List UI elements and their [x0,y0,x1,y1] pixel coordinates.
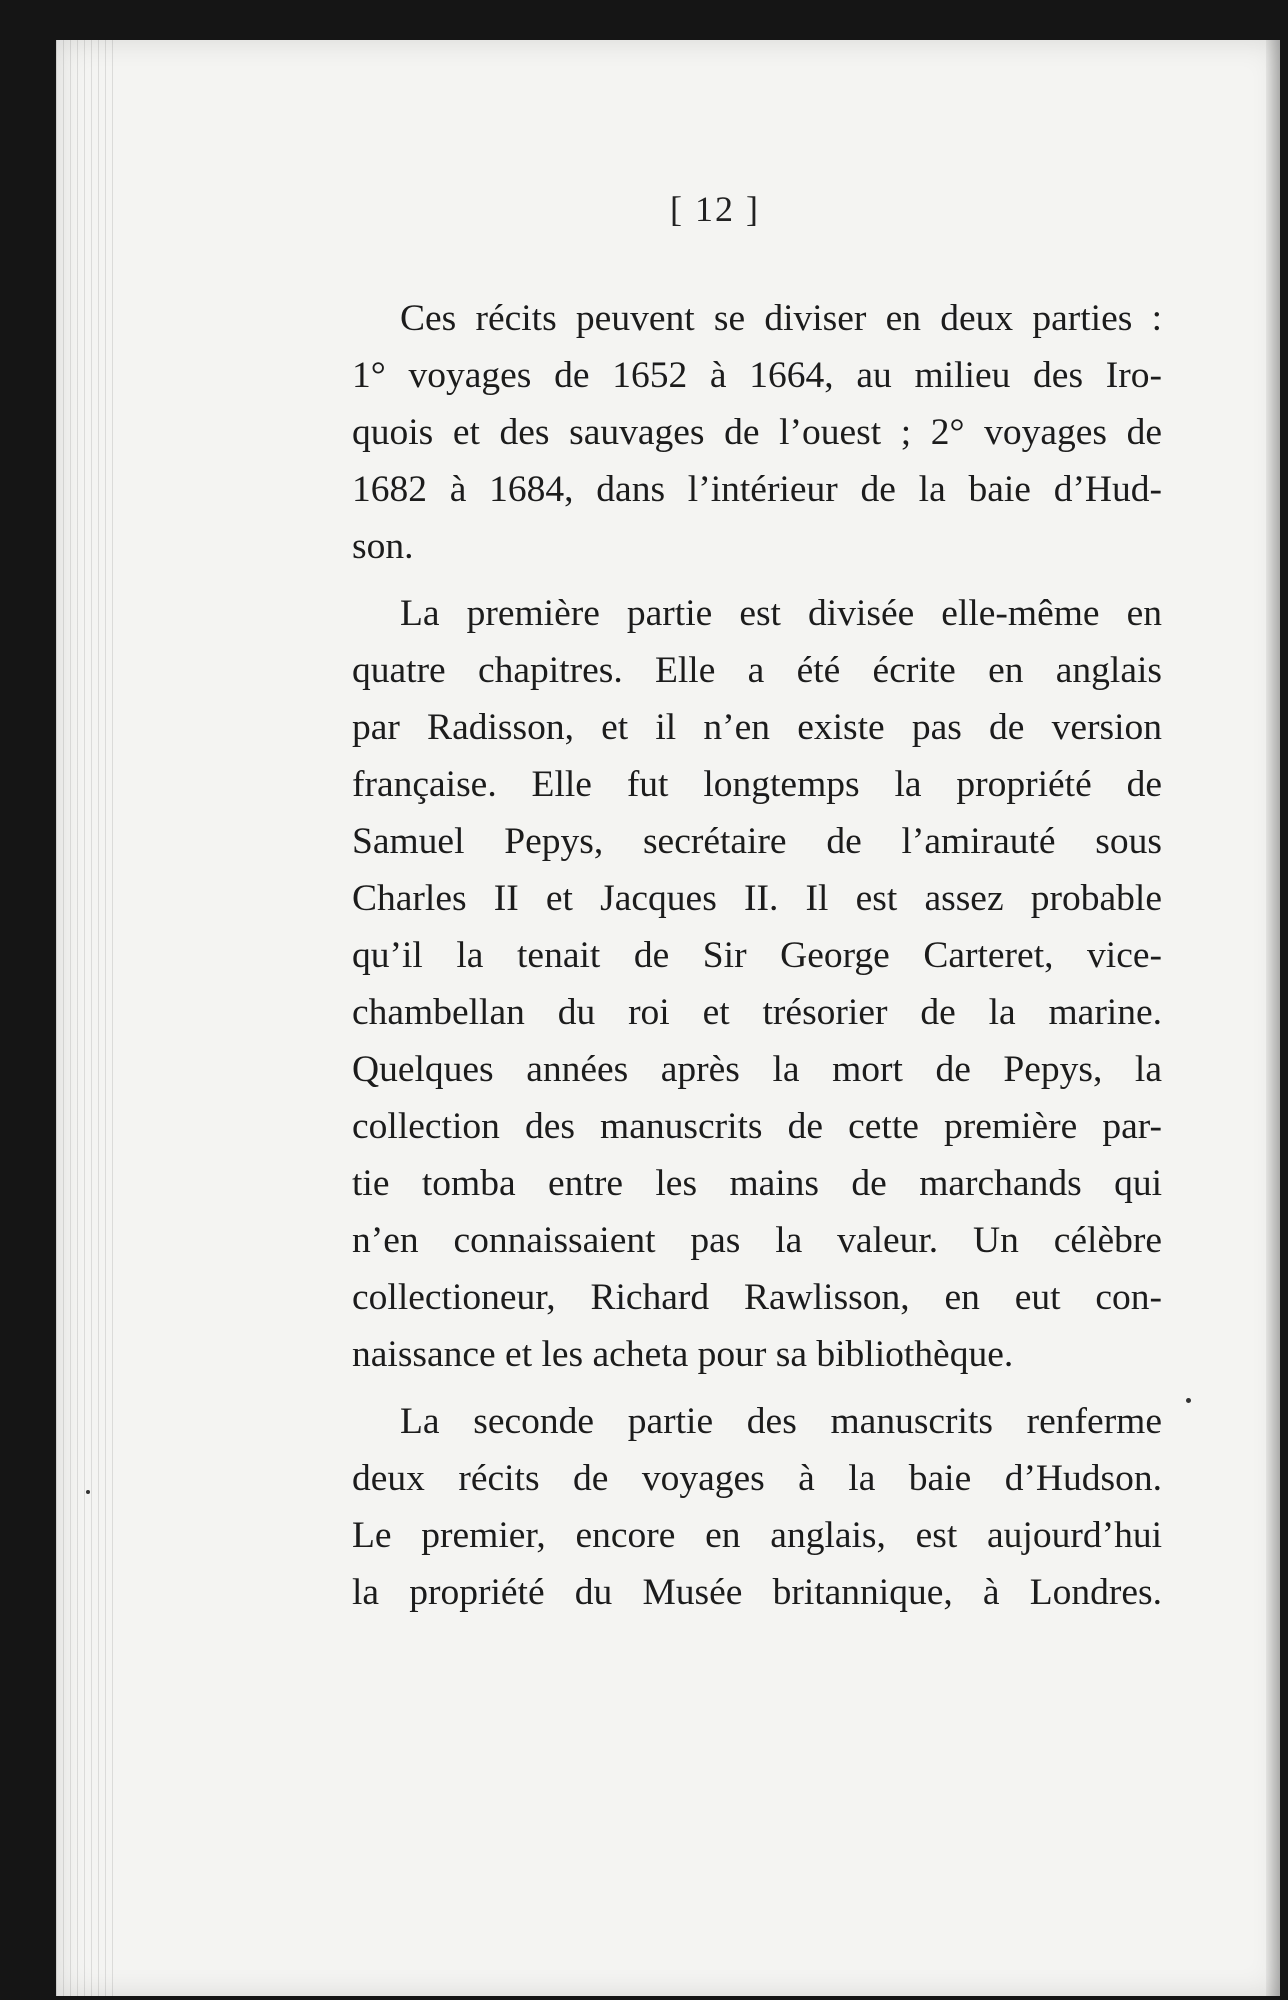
text-line: collection des manuscrits de cette première par- [352,1106,1162,1147]
text-line: son. [352,526,414,567]
text-line: La seconde partie des manuscrits renferme [400,1401,1162,1442]
paragraph-3 [352,1393,1162,1621]
text-line: 1° voyages de 1652 à 1664, au milieu des Iro- [352,355,1162,396]
text-line: Le premier, encore en anglais, est aujourd’hui [352,1515,1162,1556]
text-line: par Radisson, et il n’en existe pas de version [352,707,1162,748]
text-line: deux récits de voyages à la baie d’Hudson. [352,1458,1162,1499]
text-line: 1682 à 1684, dans l’intérieur de la baie d’Hud- [352,469,1162,510]
text-line: Ces récits peuvent se diviser en deux parties : [400,298,1162,339]
ink-speck [86,1490,90,1494]
text-line: Quelques années après la mort de Pepys, la [352,1049,1162,1090]
text-line: la propriété du Musée britannique, à Londres. [352,1572,1162,1613]
text-line: qu’il la tenait de Sir George Carteret, vice- [352,935,1162,976]
text-line: Charles II et Jacques II. Il est assez probable [352,878,1162,919]
page-edge-stack [56,40,116,1996]
ink-speck [1186,1398,1191,1403]
text-line: française. Elle fut longtemps la propriété de [352,764,1162,805]
text-line: naissance et les acheta pour sa bibliothèque. [352,1334,1014,1375]
page-right-edge [1266,40,1280,1996]
text-line: La première partie est divisée elle-même en [400,593,1162,634]
text-line: collectioneur, Richard Rawlisson, en eut con- [352,1277,1162,1318]
text-line: quois et des sauvages de l’ouest ; 2° voyages de [352,412,1162,453]
text-line: quatre chapitres. Elle a été écrite en anglais [352,650,1162,691]
text-line: chambellan du roi et trésorier de la marine. [352,992,1162,1033]
text-line: n’en connaissaient pas la valeur. Un célèbre [352,1220,1162,1261]
page-number: [ 12 ] [670,189,760,229]
body-text [352,290,1162,1631]
text-line: tie tomba entre les mains de marchands qui [352,1163,1162,1204]
paragraph-2 [352,585,1162,1383]
text-line: Samuel Pepys, secrétaire de l’amirauté sous [352,821,1162,862]
paragraph-1 [352,290,1162,575]
